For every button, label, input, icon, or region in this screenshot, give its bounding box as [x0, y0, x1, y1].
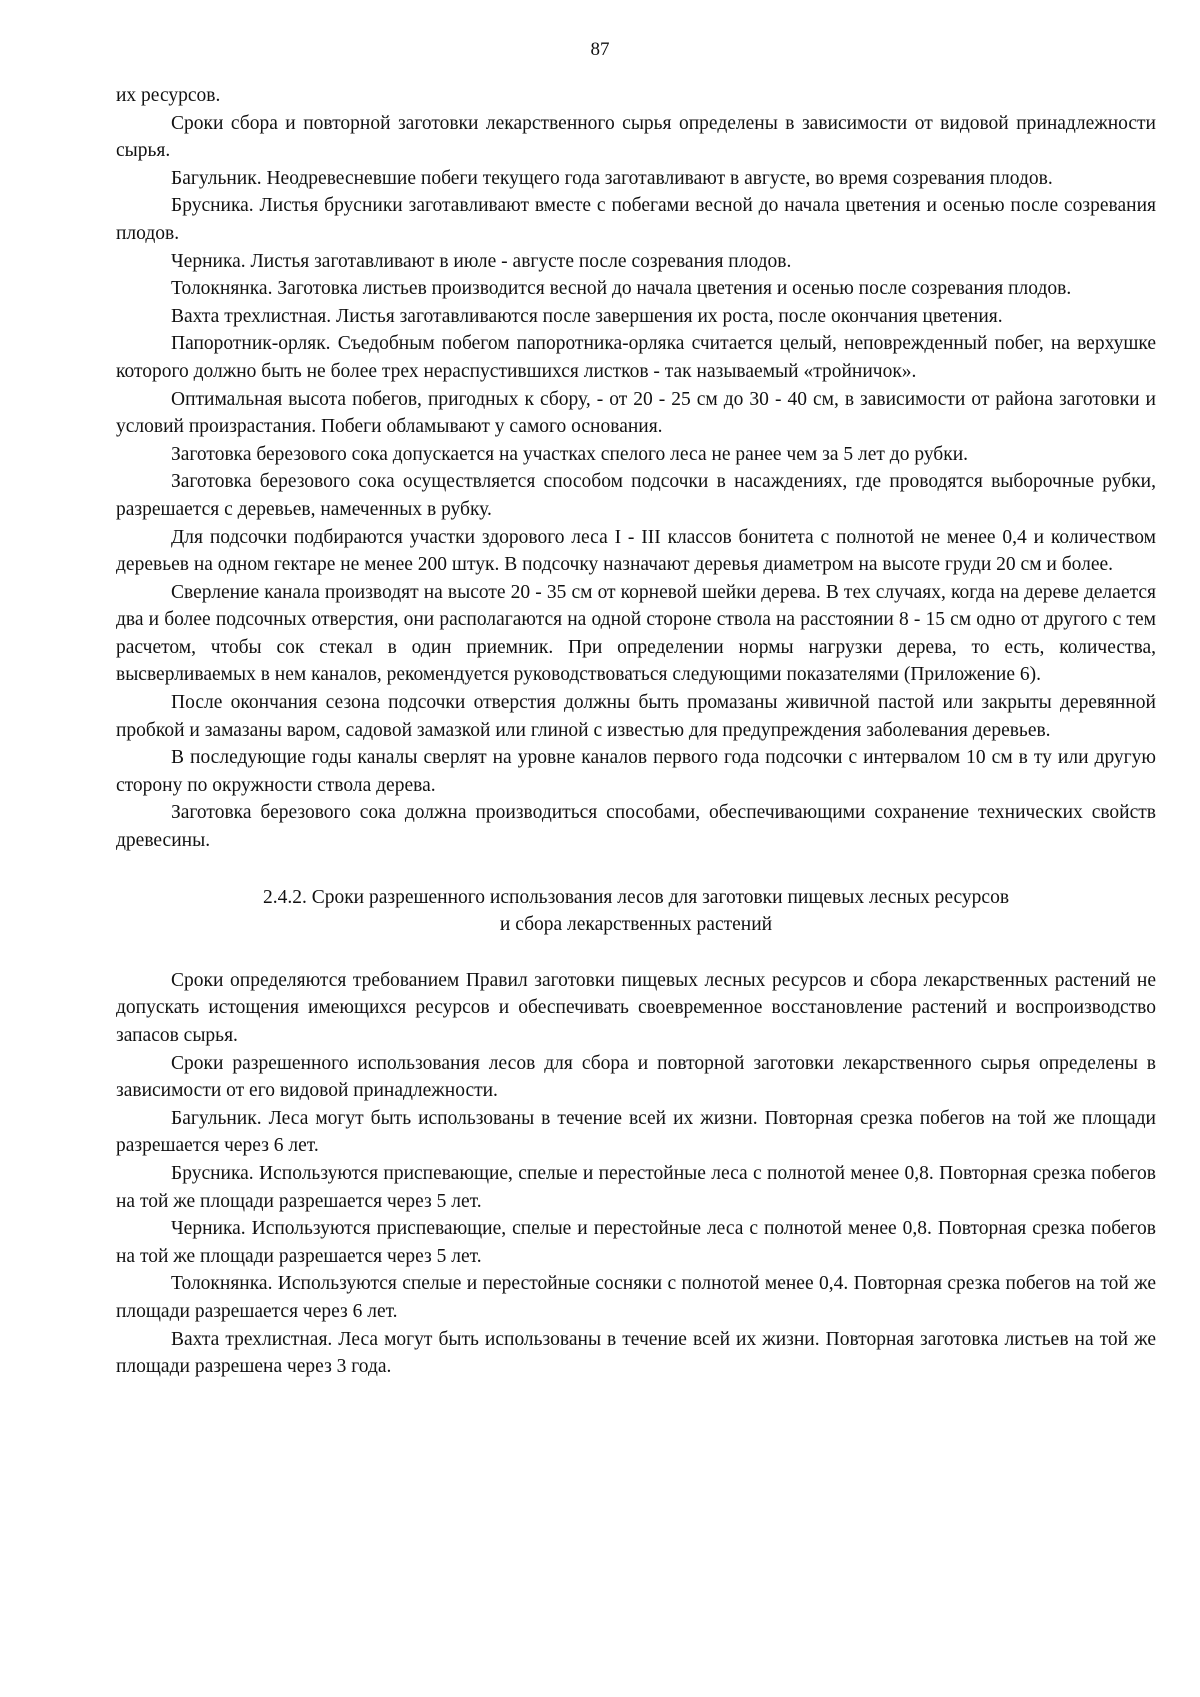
paragraph: их ресурсов. [116, 85, 221, 106]
paragraph: Брусника. Используются приспевающие, спелые и перестойные леса с полнотой менее 0,8. Повторная срезка побегов на той же площади разрешается через 5 лет. [116, 1162, 1156, 1212]
paragraph: В последующие годы каналы сверлят на уровне каналов первого года подсочки с интервалом 10 см в ту или другую сторону по окружности ствола дерева. [116, 747, 1156, 796]
document-body [116, 82, 1156, 1381]
paragraph: Вахта трехлистная. Листья заготавливаются после завершения их роста, после окончания цветения. [171, 305, 1003, 327]
paragraph: Багульник. Неодревесневшие побеги текущего года заготавливают в августе, во время созревания плодов. [171, 167, 1053, 189]
paragraph: После окончания сезона подсочки отверстия должны быть промазаны живичной пастой или закрыты деревянной пробкой и замазаны варом, садовой замазкой или глиной с известью для предупреждения заболевания деревьев. [116, 692, 1156, 741]
paragraph: Вахта трехлистная. Леса могут быть использованы в течение всей их жизни. Повторная заготовка листьев на той же площади разрешена через 3 года. [116, 1328, 1156, 1378]
section-heading-line: 2.4.2. Сроки разрешенного использования лесов для заготовки пищевых лесных ресурсов [262, 886, 1010, 908]
paragraph: Оптимальная высота побегов, пригодных к сбору, - от 20 - 25 см до 30 - 40 см, в зависимости от района заготовки и условий произрастания. Побеги обламывают у самого основания. [116, 388, 1156, 438]
paragraph: Для подсочки подбираются участки здорового леса I - III классов бонитета с полнотой не менее 0,4 и количеством деревьев на одном гектаре не менее 200 штук. В подсочку назначают деревья диаметром на высоте груди 20 см и более. [116, 526, 1156, 576]
paragraph: Черника. Листья заготавливают в июле - августе после созревания плодов. [171, 250, 792, 272]
paragraph: Багульник. Леса могут быть использованы в течение всей их жизни. Повторная срезка побегов на той же площади разрешается через 6 лет. [116, 1107, 1156, 1157]
paragraph: Заготовка березового сока должна производиться способами, обеспечивающими сохранение технических свойств древесины. [116, 802, 1156, 852]
paragraph: Черника. Используются приспевающие, спелые и перестойные леса с полнотой менее 0,8. Повторная срезка побегов на той же площади разрешается через 5 лет. [116, 1218, 1156, 1267]
paragraph: Сверление канала производят на высоте 20 - 35 см от корневой шейки дерева. В тех случаях, когда на дереве делается два и более подсочных отверстия, они располагаются на одной стороне ствола на расстоянии 8 - 15 см одно от другого с тем расчетом, чтобы сок стекал в один приемник. При определении нормы нагрузки дерева, то есть, количества, высверливаемых в нем каналов, рекомендуется руководствоваться следующими показателями (Приложение 6). [116, 581, 1156, 686]
paragraph: Сроки сбора и повторной заготовки лекарственного сырья определены в зависимости от видовой принадлежности сырья. [116, 112, 1156, 162]
paragraph: Папоротник-орляк. Съедобным побегом папоротника-орляка считается целый, неповрежденный побег, на верхушке которого должно быть не более трех нераспустившихся листков - так называемый «тройничок». [116, 333, 1156, 382]
paragraph: Сроки разрешенного использования лесов для сбора и повторной заготовки лекарственного сырья определены в зависимости от его видовой принадлежности. [116, 1052, 1156, 1102]
paragraph: Толокнянка. Заготовка листьев производится весной до начала цветения и осенью после созревания плодов. [171, 278, 1072, 300]
section-heading-line: и сбора лекарственных растений [499, 914, 773, 936]
section-heading [116, 884, 1156, 939]
paragraph: Заготовка березового сока осуществляется способом подсочки в насаждениях, где проводятся выборочные рубки, разрешается с деревьев, намеченных в рубку. [116, 471, 1156, 520]
paragraph: Заготовка березового сока допускается на участках спелого леса не ранее чем за 5 лет до рубки. [171, 443, 969, 465]
page-number: 87 [590, 39, 610, 60]
paragraph: Толокнянка. Используются спелые и перестойные сосняки с полнотой менее 0,4. Повторная срезка побегов на той же площади разрешается через 6 лет. [116, 1273, 1156, 1322]
paragraph: Сроки определяются требованием Правил заготовки пищевых лесных ресурсов и сбора лекарственных растений не допускать истощения имеющихся ресурсов и обеспечивать своевременное восстановление растений и воспроизводство запасов сырья. [116, 969, 1156, 1046]
paragraph: Брусника. Листья брусники заготавливают вместе с побегами весной до начала цветения и осенью после созревания плодов. [116, 195, 1156, 244]
